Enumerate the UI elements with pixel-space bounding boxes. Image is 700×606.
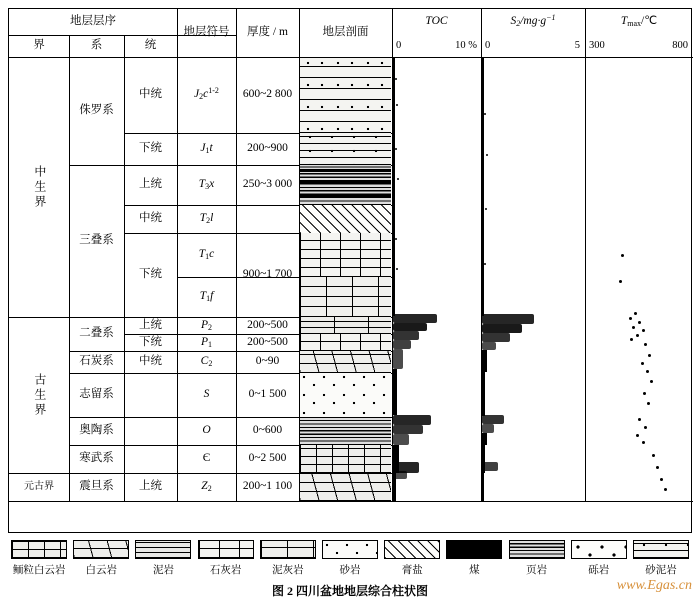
lith-T3x-coal-3 — [300, 194, 391, 197]
header-symbol: 地层符号 — [183, 26, 230, 39]
system-carboniferous: 石炭系 — [79, 355, 114, 368]
thickness-row-6: 200~500 — [247, 318, 288, 331]
tmax-point — [644, 426, 647, 429]
tmax-point — [652, 454, 655, 457]
symbol-row-10: O — [202, 424, 211, 437]
legend-label-9: 砾岩 — [588, 564, 610, 576]
system-permian: 二叠系 — [79, 327, 114, 340]
erathem-mesozoic-label: 中生界 — [32, 164, 47, 210]
legend-label-10: 砂泥岩 — [645, 564, 677, 576]
legend-item-3 — [195, 540, 257, 577]
lith-Cambrian — [300, 445, 391, 473]
thickness-row-7: 200~500 — [247, 335, 288, 348]
toc-dot — [395, 78, 397, 80]
symbol-row-11: Є — [202, 452, 211, 465]
thickness-row-1: 200~900 — [247, 142, 288, 155]
figure-caption: 图 2 四川盆地地层综合柱状图 — [271, 584, 428, 598]
thickness-row-0: 600~2 800 — [242, 88, 293, 101]
lith-T3x-coal-1 — [300, 169, 391, 172]
thickness-row-10: 0~600 — [252, 424, 283, 437]
lith-Z2 — [300, 473, 391, 501]
legend — [8, 540, 692, 576]
erathem-mesozoic — [9, 57, 69, 317]
series-row-1: 下统 — [139, 142, 162, 155]
system-triassic: 三叠系 — [79, 234, 114, 247]
lith-P1 — [300, 334, 391, 351]
toc-peak-P2b — [393, 323, 427, 331]
series-row-7: 下统 — [139, 335, 162, 348]
legend-item-7 — [443, 540, 505, 577]
toc-dot — [395, 148, 397, 150]
legend-swatch-dolomite — [73, 540, 129, 559]
tmax-point — [636, 334, 639, 337]
legend-item-1 — [70, 540, 132, 577]
tmax-point — [642, 441, 645, 444]
legend-label-3: 石灰岩 — [209, 564, 242, 576]
toc-dot — [395, 238, 397, 240]
legend-item-2 — [132, 540, 194, 577]
tmax-point — [648, 354, 651, 357]
s2-peak-P2 — [482, 314, 534, 324]
strat-chart-frame — [8, 8, 692, 533]
legend-swatch-cong — [571, 540, 627, 559]
symbol-row-6: $P_2$ — [200, 318, 213, 332]
tmax-point — [636, 434, 639, 437]
tmax-point — [656, 466, 659, 469]
s2-dot — [484, 113, 486, 115]
tmax-point — [642, 329, 645, 332]
header-strat-group: 地层层序 — [70, 15, 116, 28]
system-jurassic: 侏罗系 — [79, 104, 114, 117]
s2-peak-P1b — [482, 342, 496, 350]
symbol-row-3: $T_2l$ — [199, 212, 214, 226]
s2-dot — [484, 263, 486, 265]
series-row-2: 上统 — [139, 178, 162, 191]
s2-peak-P2b — [482, 324, 522, 333]
legend-label-8: 页岩 — [526, 564, 548, 576]
tmax-point — [664, 488, 667, 491]
s2-peak-Ob — [482, 424, 494, 433]
thickness-row-8: 0~90 — [255, 355, 280, 368]
legend-label-1: 白云岩 — [85, 564, 118, 576]
toc-peak-P2 — [393, 314, 437, 323]
s2-dot — [485, 208, 487, 210]
erathem-proterozoic-label: 元古界 — [24, 481, 54, 492]
series-row-6: 上统 — [139, 318, 162, 331]
legend-item-10 — [630, 540, 692, 577]
thickness-row-11: 0~2 500 — [248, 452, 287, 465]
symbol-row-4: $T_1c$ — [198, 248, 215, 262]
legend-swatch-sandymud — [633, 540, 689, 559]
erathem-proterozoic — [9, 473, 69, 501]
toc-dot — [397, 178, 399, 180]
toc-peak-Oc — [393, 434, 409, 445]
system-sinian: 震旦系 — [79, 480, 114, 493]
lith-J2c — [300, 58, 391, 133]
legend-item-5 — [319, 540, 381, 577]
symbol-row-5: $T_1f$ — [199, 290, 214, 304]
s2-Z2 — [482, 473, 484, 501]
series-row-8: 中统 — [139, 355, 162, 368]
legend-label-5: 砂岩 — [339, 564, 361, 576]
header-series: 统 — [144, 39, 157, 52]
header-erathem: 界 — [33, 39, 45, 52]
legend-label-4: 泥灰岩 — [272, 564, 304, 576]
symbol-row-7: $P_1$ — [200, 335, 213, 349]
legend-swatch-mud — [135, 540, 191, 559]
system-silurian: 志留系 — [79, 388, 114, 401]
lith-C2 — [300, 351, 391, 373]
symbol-row-12: $Z_2$ — [201, 480, 212, 494]
tmax-point — [647, 402, 650, 405]
legend-swatch-marl — [260, 540, 316, 559]
tmax-point — [650, 380, 653, 383]
thickness-row-12: 200~1 100 — [242, 480, 293, 493]
erathem-paleozoic — [9, 317, 69, 473]
s2-peak-E — [482, 462, 498, 471]
toc-peak-P1b — [393, 340, 411, 349]
tmax-point — [630, 338, 633, 341]
legend-swatch-dolobrick — [11, 540, 67, 559]
symbol-row-0: $J_2c^{1-2}$ — [194, 86, 219, 102]
header-s2: $S_2/mg\cdot g^{-1}$ — [510, 13, 556, 29]
tmax-point — [634, 312, 637, 315]
tmax-point — [644, 343, 647, 346]
legend-item-4 — [257, 540, 319, 577]
lith-J1t — [300, 133, 391, 165]
thickness-row-4: 900~1 700 — [242, 268, 293, 281]
tmax-axis-min: 300 — [589, 39, 605, 51]
tmax-point — [646, 370, 649, 373]
toc-C2 — [393, 349, 403, 369]
toc-S — [393, 369, 397, 415]
legend-label-0: 鲕粒白云岩 — [12, 564, 66, 576]
legend-swatch-sand — [322, 540, 378, 559]
tmax-point — [660, 478, 663, 481]
legend-swatch-lime — [198, 540, 254, 559]
system-ordovician: 奥陶系 — [79, 424, 114, 437]
header-tmax: $T_{max}/℃$ — [620, 15, 658, 29]
lith-T1c — [300, 233, 391, 277]
watermark: www.Egas.cn — [616, 578, 692, 593]
system-cambrian: 寒武系 — [79, 452, 114, 465]
legend-label-7: 煤 — [469, 564, 480, 576]
series-row-0: 中统 — [139, 88, 162, 101]
series-row-3: 中统 — [139, 212, 162, 225]
tmax-point — [638, 418, 641, 421]
s2-S — [482, 372, 485, 416]
s2-Oc — [482, 433, 487, 445]
legend-item-0 — [8, 540, 70, 577]
s2-baseline — [482, 58, 484, 316]
lith-P2 — [300, 317, 391, 334]
s2-peak-O — [482, 415, 504, 424]
thickness-row-9: 0~1 500 — [248, 388, 287, 401]
erathem-paleozoic-label: 古生界 — [32, 372, 47, 418]
toc-peak-P1 — [393, 331, 419, 340]
toc-dot — [396, 104, 398, 106]
symbol-row-9: S — [203, 388, 210, 401]
lith-O — [300, 417, 391, 445]
legend-label-2: 泥岩 — [152, 564, 174, 576]
tmax-point — [632, 326, 635, 329]
legend-swatch-gyp — [384, 540, 440, 559]
legend-item-9 — [568, 540, 630, 577]
toc-Z2 — [393, 473, 396, 501]
s2-axis-min: 0 — [485, 39, 491, 51]
lith-S — [300, 373, 391, 417]
tmax-point — [629, 317, 632, 320]
legend-item-6 — [381, 540, 443, 577]
toc-peak-O — [393, 415, 431, 425]
legend-swatch-shale — [509, 540, 565, 559]
toc-axis-min: 0 — [396, 39, 402, 51]
s2-dot — [486, 154, 488, 156]
tmax-axis-max: 800 — [672, 39, 688, 51]
s2-peak-P1 — [482, 333, 510, 342]
symbol-row-8: $C_2$ — [200, 355, 213, 369]
symbol-row-2: $T_3x$ — [198, 178, 215, 192]
toc-peak-Ob — [393, 425, 423, 434]
s2-C2 — [482, 350, 487, 372]
tmax-point — [619, 280, 622, 283]
lith-T1f — [300, 277, 391, 317]
tmax-point — [621, 254, 624, 257]
header-thickness: 厚度 / m — [247, 26, 288, 39]
tmax-point — [643, 392, 646, 395]
toc-plot-panel — [393, 58, 481, 501]
series-row-12: 上统 — [139, 480, 162, 493]
header-toc: TOC — [425, 15, 448, 28]
legend-item-8 — [506, 540, 568, 577]
header-system: 系 — [90, 39, 103, 52]
tmax-point — [641, 362, 644, 365]
toc-dot — [396, 268, 398, 270]
s2-axis-max: 5 — [574, 39, 580, 51]
tmax-plot-panel — [586, 58, 693, 501]
toc-baseline — [393, 58, 395, 316]
table-bottom-divider — [9, 501, 693, 502]
legend-label-6: 膏盐 — [401, 564, 423, 576]
legend-swatch-coal — [446, 540, 502, 559]
lith-T3x-coal-2 — [300, 181, 391, 184]
header-section: 地层剖面 — [322, 26, 369, 39]
thickness-row-2: 250~3 000 — [242, 178, 293, 191]
series-row-4: 下统 — [139, 268, 162, 281]
tmax-point — [638, 321, 641, 324]
lith-T2l — [300, 205, 391, 233]
symbol-row-1: $J_1t$ — [200, 142, 213, 156]
s2-plot-panel — [482, 58, 585, 501]
toc-axis-max: 10 % — [455, 39, 477, 51]
